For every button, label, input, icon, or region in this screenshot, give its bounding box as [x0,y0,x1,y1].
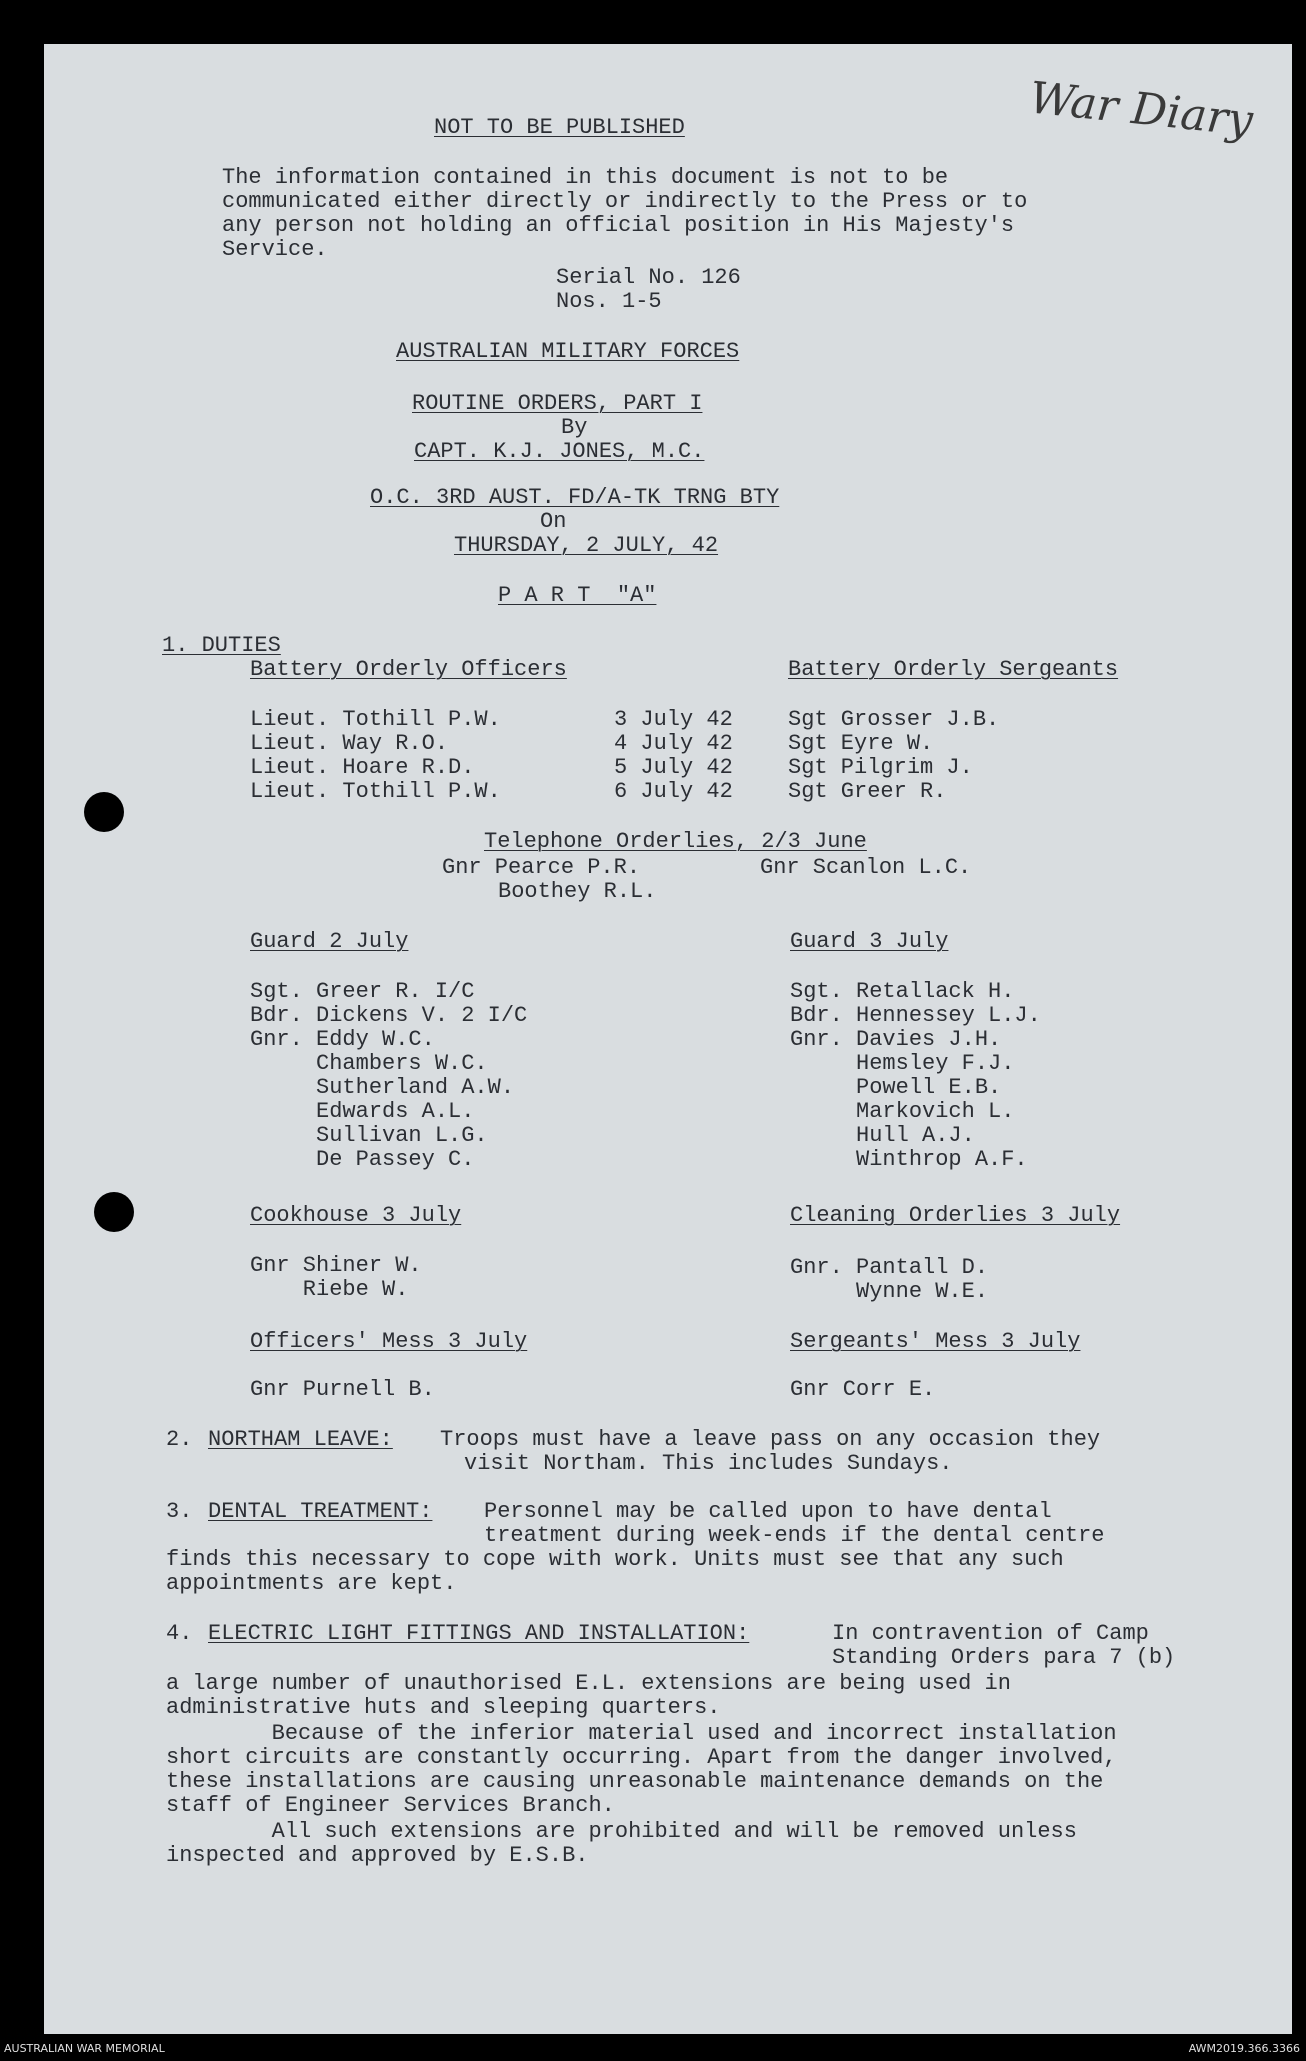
cookhouse-member: Riebe W. [250,1277,409,1302]
part-heading: P A R T "A" [498,583,657,608]
item-2-text: Troops must have a leave pass on any occasion they [440,1427,1101,1452]
cleaning-orderlies-heading: Cleaning Orderlies 3 July [790,1203,1121,1228]
order-date: THURSDAY, 2 JULY, 42 [454,533,719,558]
officers-mess-member: Gnr Purnell B. [250,1377,435,1402]
guard-member: Edwards A.L. [250,1099,475,1124]
sergeants-mess-heading: Sergeants' Mess 3 July [790,1329,1081,1354]
telephone-orderlies-heading: Telephone Orderlies, 2/3 June [484,829,867,854]
item-4-text: administrative huts and sleeping quarters. [166,1695,721,1720]
telephone-orderly: Boothey R.L. [498,879,657,904]
orderly-officer: Lieut. Tothill P.W. [250,779,501,804]
item-4-text: short circuits are constantly occurring. Apart from the danger involved, [166,1745,1117,1770]
guard-member: Sgt. Retallack H. [790,979,1015,1004]
cookhouse-heading: Cookhouse 3 July [250,1203,462,1228]
item-3-text: appointments are kept. [166,1571,457,1596]
guard-member: Markovich L. [790,1099,1015,1124]
item-4-text: these installations are causing unreasonable maintenance demands on the [166,1769,1104,1794]
duties-heading: 1. DUTIES [162,633,281,658]
guard-member: Powell E.B. [790,1075,1002,1100]
item-3-heading: DENTAL TREATMENT: [208,1499,433,1524]
punch-hole-top [84,792,124,832]
sergeants-mess-member: Gnr Corr E. [790,1377,936,1402]
archive-id: AWM2019.366.3366 [1188,2042,1300,2055]
item-4-text: inspected and approved by E.S.B. [166,1843,589,1868]
guard-member: Bdr. Dickens V. 2 I/C [250,1003,528,1028]
on-label: On [540,509,567,534]
notice-line-2: communicated either directly or indirectly to the Press or to [222,189,1028,214]
archive-credit: AUSTRALIAN WAR MEMORIAL [4,2042,165,2055]
serial-number: Serial No. 126 [556,265,741,290]
guard-member: Gnr. Eddy W.C. [250,1027,435,1052]
orderly-officer: Lieut. Hoare R.D. [250,755,475,780]
guard-member: Winthrop A.F. [790,1147,1028,1172]
guard-member: Hemsley F.J. [790,1051,1015,1076]
notice-line-1: The information contained in this document is not to be [222,165,949,190]
item-3-number: 3. [166,1499,193,1524]
guard-member: Sgt. Greer R. I/C [250,979,475,1004]
cleaning-member: Gnr. Pantall D. [790,1255,989,1280]
cookhouse-member: Gnr Shiner W. [250,1253,422,1278]
item-4-text: Standing Orders para 7 (b) [832,1645,1176,1670]
notice-line-4: Service. [222,237,328,262]
orderly-sergeant: Sgt Pilgrim J. [788,755,973,780]
item-4-heading: ELECTRIC LIGHT FITTINGS AND INSTALLATION: [208,1621,750,1646]
notice-line-3: any person not holding an official position in His Majesty's [222,213,1015,238]
item-4-text: staff of Engineer Services Branch. [166,1793,615,1818]
guard-member: Gnr. Davies J.H. [790,1027,1002,1052]
item-3-text: treatment during week-ends if the dental centre [484,1523,1105,1548]
telephone-orderly: Gnr Pearce P.R. [442,855,641,880]
item-4-text: a large number of unauthorised E.L. extensions are being used in [166,1671,1011,1696]
item-2-number: 2. [166,1427,193,1452]
order-numbers: Nos. 1-5 [556,289,662,314]
by-label: By [561,415,588,440]
issuing-officer: CAPT. K.J. JONES, M.C. [414,439,705,464]
cleaning-member: Wynne W.E. [790,1279,989,1304]
guard-member: Hull A.J. [790,1123,975,1148]
orderly-sergeants-heading: Battery Orderly Sergeants [788,657,1119,682]
orderly-sergeant: Sgt Grosser J.B. [788,707,1000,732]
organization-heading: AUSTRALIAN MILITARY FORCES [396,339,740,364]
guard-3-july-heading: Guard 3 July [790,929,949,954]
orderly-officer: Lieut. Way R.O. [250,731,449,756]
telephone-orderly: Gnr Scanlon L.C. [760,855,972,880]
officers-mess-heading: Officers' Mess 3 July [250,1329,528,1354]
document-page [44,44,1292,2034]
guard-member: Chambers W.C. [250,1051,488,1076]
item-4-text: All such extensions are prohibited and will be removed unless [166,1819,1077,1844]
orderly-sergeant: Sgt Greer R. [788,779,947,804]
orderly-officer: Lieut. Tothill P.W. [250,707,501,732]
duty-date: 6 July 42 [614,779,733,804]
security-heading: NOT TO BE PUBLISHED [434,115,685,140]
item-3-text: finds this necessary to cope with work. Units must see that any such [166,1547,1064,1572]
duty-date: 4 July 42 [614,731,733,756]
item-4-number: 4. [166,1621,193,1646]
item-4-text: Because of the inferior material used and incorrect installation [166,1721,1117,1746]
duty-date: 5 July 42 [614,755,733,780]
orderly-officers-heading: Battery Orderly Officers [250,657,567,682]
unit-designation: O.C. 3RD AUST. FD/A-TK TRNG BTY [370,485,780,510]
guard-member: Sullivan L.G. [250,1123,488,1148]
guard-2-july-heading: Guard 2 July [250,929,409,954]
handwritten-annotation: War Diary [1026,72,1256,147]
punch-hole-bottom [94,1192,134,1232]
guard-member: Sutherland A.W. [250,1075,515,1100]
routine-orders-heading: ROUTINE ORDERS, PART I [412,391,703,416]
guard-member: De Passey C. [250,1147,475,1172]
item-2-heading: NORTHAM LEAVE: [208,1427,393,1452]
item-3-text: Personnel may be called upon to have dental [484,1499,1052,1524]
duty-date: 3 July 42 [614,707,733,732]
item-4-text: In contravention of Camp [832,1621,1149,1646]
guard-member: Bdr. Hennessey L.J. [790,1003,1041,1028]
orderly-sergeant: Sgt Eyre W. [788,731,934,756]
item-2-text: visit Northam. This includes Sundays. [464,1451,953,1476]
